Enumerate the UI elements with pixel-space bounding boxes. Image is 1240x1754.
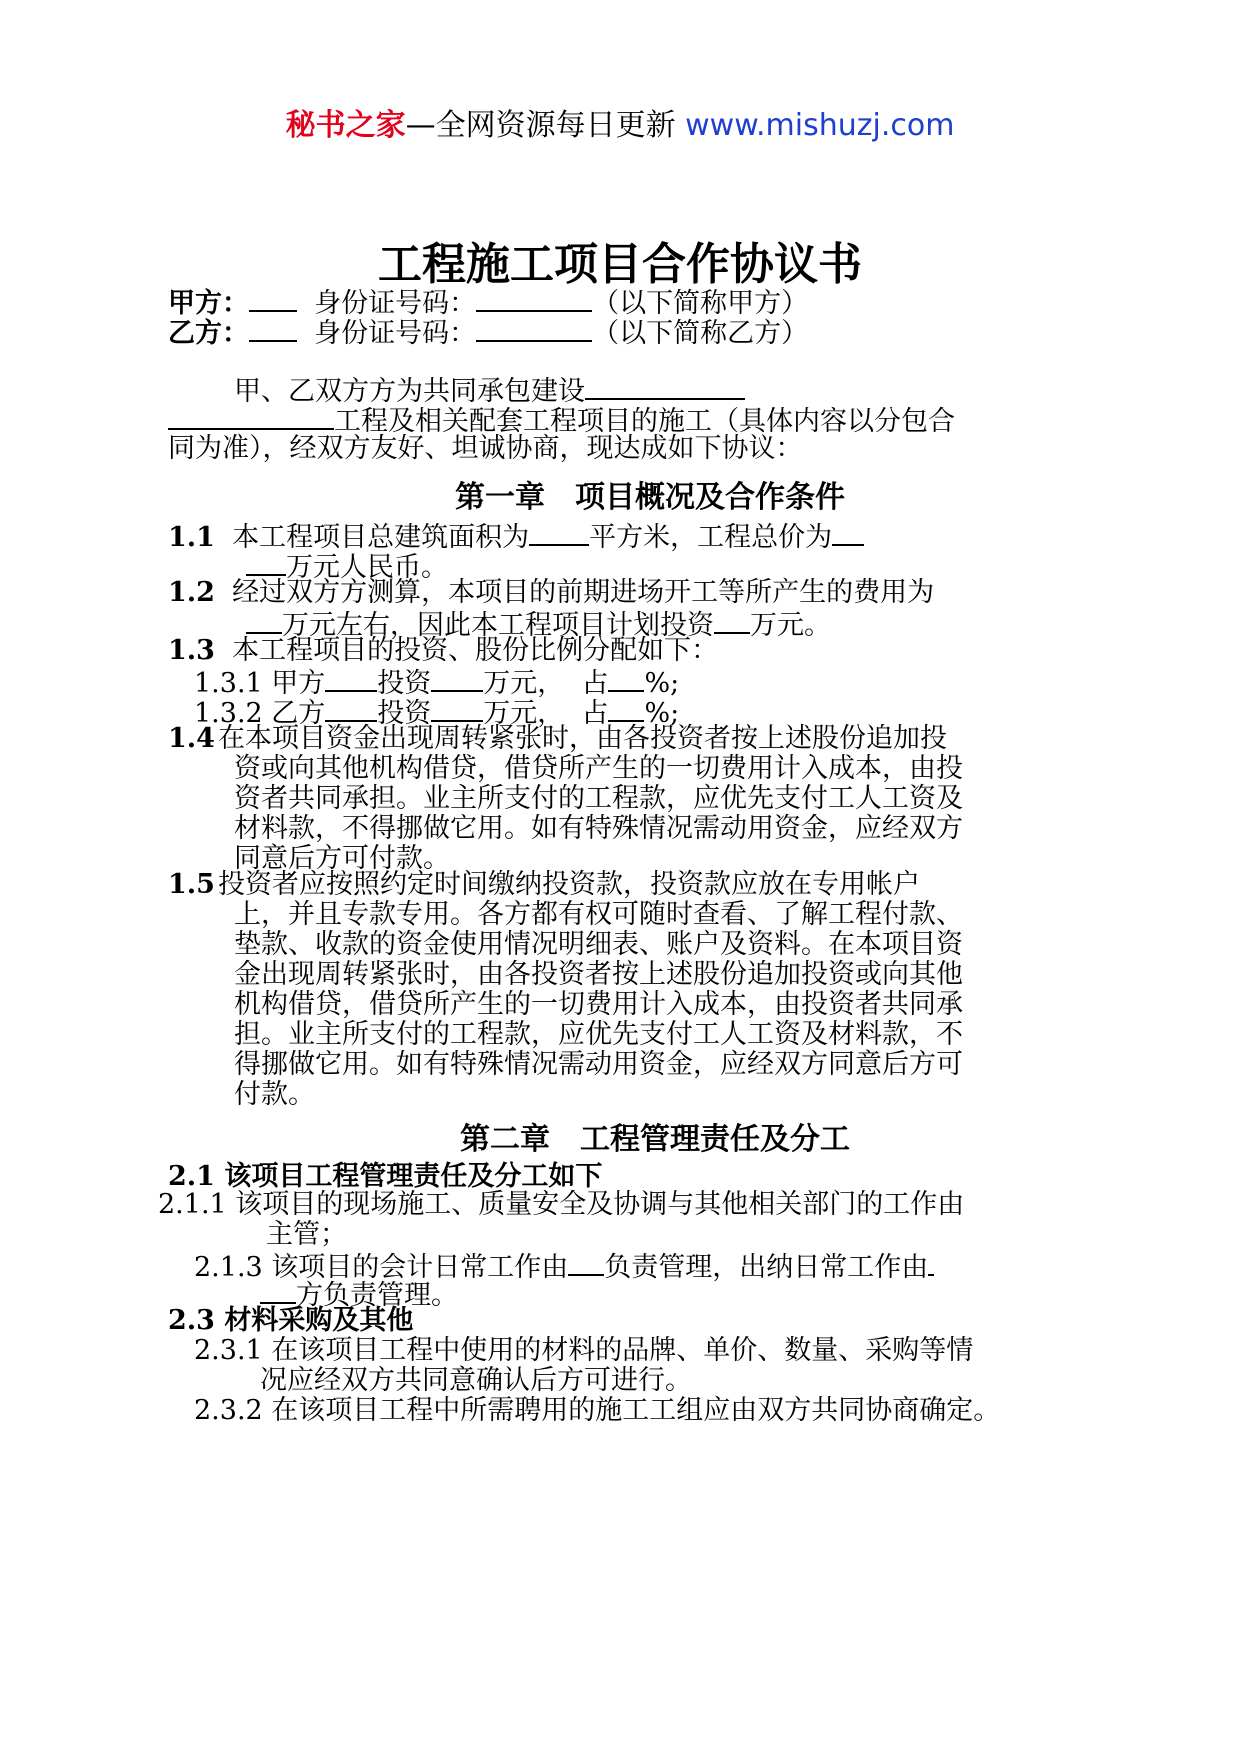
party-a-suffix: （以下简称甲方）	[592, 288, 809, 319]
party-a-name-blank[interactable]	[249, 284, 297, 312]
area-blank[interactable]	[529, 518, 589, 546]
clause-1-5-num: 1.5	[168, 869, 215, 900]
intro-line-3: 同为准），经双方友好、坦诚协商，现达成如下协议：	[168, 433, 803, 464]
total-price-blank-2[interactable]	[246, 548, 286, 576]
clause-2-1-3-cont: 方负责管理。	[260, 1276, 458, 1312]
clause-2-3-1-cont: 况应经双方共同意确认后方可进行。	[260, 1365, 692, 1396]
clause-1-4-line: 材料款，不得挪做它用。如有特殊情况需动用资金，应经双方	[234, 813, 963, 844]
id-label: 身份证号码：	[314, 288, 477, 319]
clause-1-2-cont: 万元左右，因此本工程项目计划投资 万元。	[246, 606, 831, 642]
document-title: 工程施工项目合作协议书	[378, 239, 862, 290]
clause-1-5-line: 付款。	[234, 1079, 315, 1110]
project-name-blank-1[interactable]	[585, 372, 745, 400]
planned-investment-blank[interactable]	[714, 606, 750, 634]
clause-1-1-cont: 万元人民币。	[246, 548, 448, 584]
intro-line-2: 工程及相关配套工程项目的施工（具体内容以分包合	[168, 402, 955, 438]
clause-2-3-1: 2.3.1 在该项目工程中使用的材料的品牌、单价、数量、采购等情	[194, 1335, 974, 1366]
chapter-2-title: 第二章 工程管理责任及分工	[460, 1122, 850, 1157]
clause-1-5-line: 金出现周转紧张时，由各投资者按上述股份追加投资或向其他	[234, 959, 963, 990]
clause-1-4-line: 在本项目资金出现周转紧张时，由各投资者按上述股份追加投	[218, 723, 947, 754]
party-b-amount-blank[interactable]	[431, 694, 483, 722]
party-b-line	[168, 314, 808, 350]
party-b-percent-blank[interactable]	[608, 694, 644, 722]
brand-name: 秘书之家	[285, 108, 406, 143]
clause-1-4-num: 1.4	[168, 723, 215, 754]
clause-1-4-line: 资者共同承担。业主所支付的工程款，应优先支付工人工资及	[234, 783, 963, 814]
chapter-1-title: 第一章 项目概况及合作条件	[455, 480, 845, 515]
total-price-blank[interactable]	[832, 518, 864, 546]
clause-1-5-line: 上，并且专款专用。各方都有权可随时查看、了解工程付款、	[234, 899, 963, 930]
header-tagline: —全网资源每日更新	[405, 108, 676, 143]
site-header	[0, 100, 1240, 144]
party-a-percent-blank[interactable]	[608, 664, 644, 692]
accounting-manager-blank[interactable]	[568, 1248, 604, 1276]
party-b-name-blank[interactable]	[249, 314, 297, 342]
clause-1-5-line: 投资者应按照约定时间缴纳投资款，投资款应放在专用帐户	[218, 869, 920, 900]
cashier-manager-blank[interactable]	[928, 1248, 934, 1276]
clause-1-2: 1.2 经过双方方测算，本项目的前期进场开工等所产生的费用为	[168, 577, 935, 608]
party-a-invest-blank[interactable]	[325, 664, 377, 692]
project-name-blank-2[interactable]	[168, 402, 334, 430]
clause-1-5-line: 担。业主所支付的工程款，应优先支付工人工资及材料款，不	[234, 1019, 963, 1050]
cashier-manager-blank-2[interactable]	[260, 1276, 296, 1304]
party-b-invest-blank[interactable]	[325, 694, 377, 722]
preliminary-cost-blank[interactable]	[246, 606, 282, 634]
party-b-id-blank[interactable]	[476, 314, 592, 342]
party-a-amount-blank[interactable]	[431, 664, 483, 692]
clause-2-1-1-cont: 主管；	[266, 1219, 347, 1250]
clause-1-5-line: 垫款、收款的资金使用情况明细表、账户及资料。在本项目资	[234, 929, 963, 960]
clause-2-1-1: 2.1.1 该项目的现场施工、质量安全及协调与其他相关部门的工作由	[158, 1189, 965, 1220]
clause-1-1: 1.1 本工程项目总建筑面积为 平方米，工程总价为	[168, 518, 864, 554]
intro-line-1: 甲、乙双方方为共同承包建设	[234, 372, 745, 408]
clause-2-1-heading: 2.1 该项目工程管理责任及分工如下	[168, 1161, 603, 1192]
clause-1-5-line: 得挪做它用。如有特殊情况需动用资金，应经双方同意后方可	[234, 1049, 963, 1080]
clause-1-5-line: 机构借贷，借贷所产生的一切费用计入成本，由投资者共同承	[234, 989, 963, 1020]
clause-2-3-2: 2.3.2 在该项目工程中所需聘用的施工工组应由双方共同协商确定。	[194, 1395, 1001, 1426]
party-b-label: 乙方：	[168, 318, 249, 349]
clause-2-3-heading: 2.3 材料采购及其他	[168, 1305, 414, 1336]
clause-1-3: 1.3 本工程项目的投资、股份比例分配如下：	[168, 635, 719, 666]
clause-1-4-line: 同意后方可付款。	[234, 843, 450, 874]
clause-1-4-line: 资或向其他机构借贷，借贷所产生的一切费用计入成本，由投	[234, 753, 963, 784]
clause-1-3-2: 1.3.2 乙方 投资 万元， 占 %;	[194, 694, 679, 730]
id-label: 身份证号码：	[314, 318, 477, 349]
party-a-label: 甲方：	[168, 288, 249, 319]
party-b-suffix: （以下简称乙方）	[592, 318, 809, 349]
clause-2-1-3: 2.1.3 该项目的会计日常工作由 负责管理，出纳日常工作由	[194, 1248, 934, 1284]
site-url-link[interactable]: www.mishuzj.com	[685, 108, 955, 143]
party-a-id-blank[interactable]	[476, 284, 592, 312]
clause-1-3-1: 1.3.1 甲方 投资 万元， 占 %;	[194, 664, 679, 700]
